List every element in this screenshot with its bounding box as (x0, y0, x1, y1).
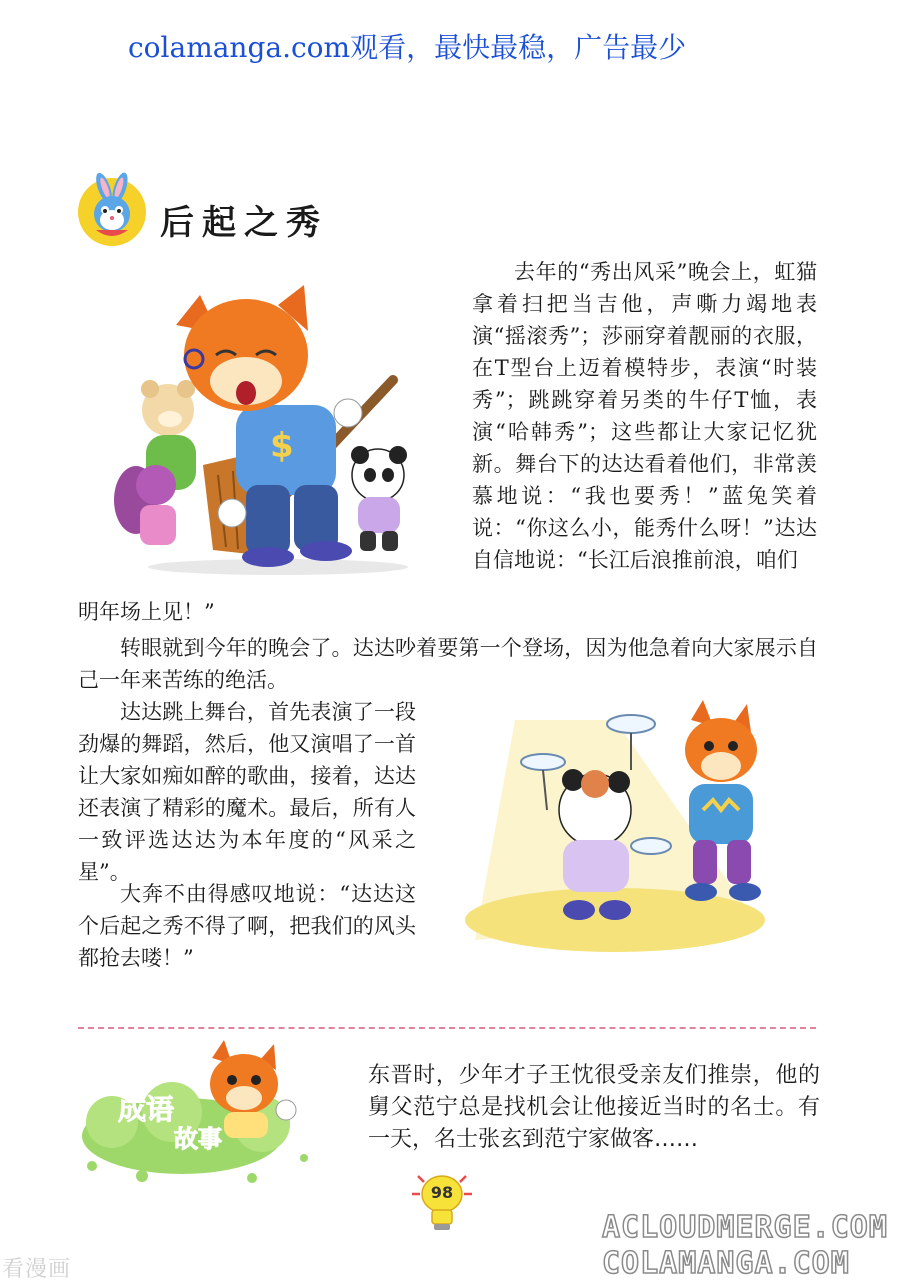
section-divider (78, 1027, 816, 1029)
story-paragraph-3: 达达跳上舞台，首先表演了一段劲爆的舞蹈，然后，他又演唱了一首让大家如痴如醉的歌曲，接着，达达还表演了精彩的魔术。最后，所有人一致评选达达为本年度的“风采之星”。 (78, 700, 416, 884)
site-banner[interactable]: colamanga.com观看，最快最稳，广告最少 (128, 31, 687, 64)
story-paragraph-4: 大奔不由得感叹地说：“达达这个后起之秀不得了啊，把我们的风头都抢去喽！” (78, 882, 416, 970)
watermark-right-line2: COLAMANGA.COM (602, 1246, 850, 1281)
juggling-illustration (455, 700, 815, 960)
watermark-right-line1: ACLOUDMERGE.COM (602, 1210, 888, 1245)
idiom-story-text: 东晋时，少年才子王忱很受亲友们推崇，他的舅父范宁总是找机会让他接近当时的名士。有一天，名士张玄到范宁家做客…… (368, 1063, 820, 1152)
story-paragraph-1: 去年的“秀出风采”晚会上，虹猫拿着扫把当吉他，声嘶力竭地表演“摇滚秀”；莎丽穿着靓丽的衣服，在T型台上迈着模特步，表演“时装秀”；跳跳穿着另类的牛仔T恤，表演“哈韩秀”；这些都让大家记忆犹新。舞台下的达达看着他们，非常羡慕地说：“我也要秀！”蓝兔笑着说：“你这么小，能秀什么呀！”达达自信地说：“长江后浪推前浪，咱们 (472, 260, 817, 572)
story-paragraph-1-tail: 明年场上见！” (78, 600, 215, 624)
svg-text:$: $ (270, 426, 294, 466)
watermark-left: 看漫画 (2, 1257, 72, 1282)
idiom-label-line2: 故事 (174, 1125, 222, 1153)
idiom-label (118, 1095, 222, 1153)
story-paragraph-2: 转眼就到今年的晚会了。达达吵着要第一个登场，因为他急着向大家展示自己一年来苦练的绝活。 (78, 636, 818, 692)
story-title: 后起之秀 (160, 203, 328, 243)
page-number: 98 (430, 1183, 454, 1202)
idiom-label-line1: 成语 (118, 1093, 175, 1126)
rabbit-icon (74, 170, 154, 250)
guitar-cat-illustration (108, 285, 428, 575)
